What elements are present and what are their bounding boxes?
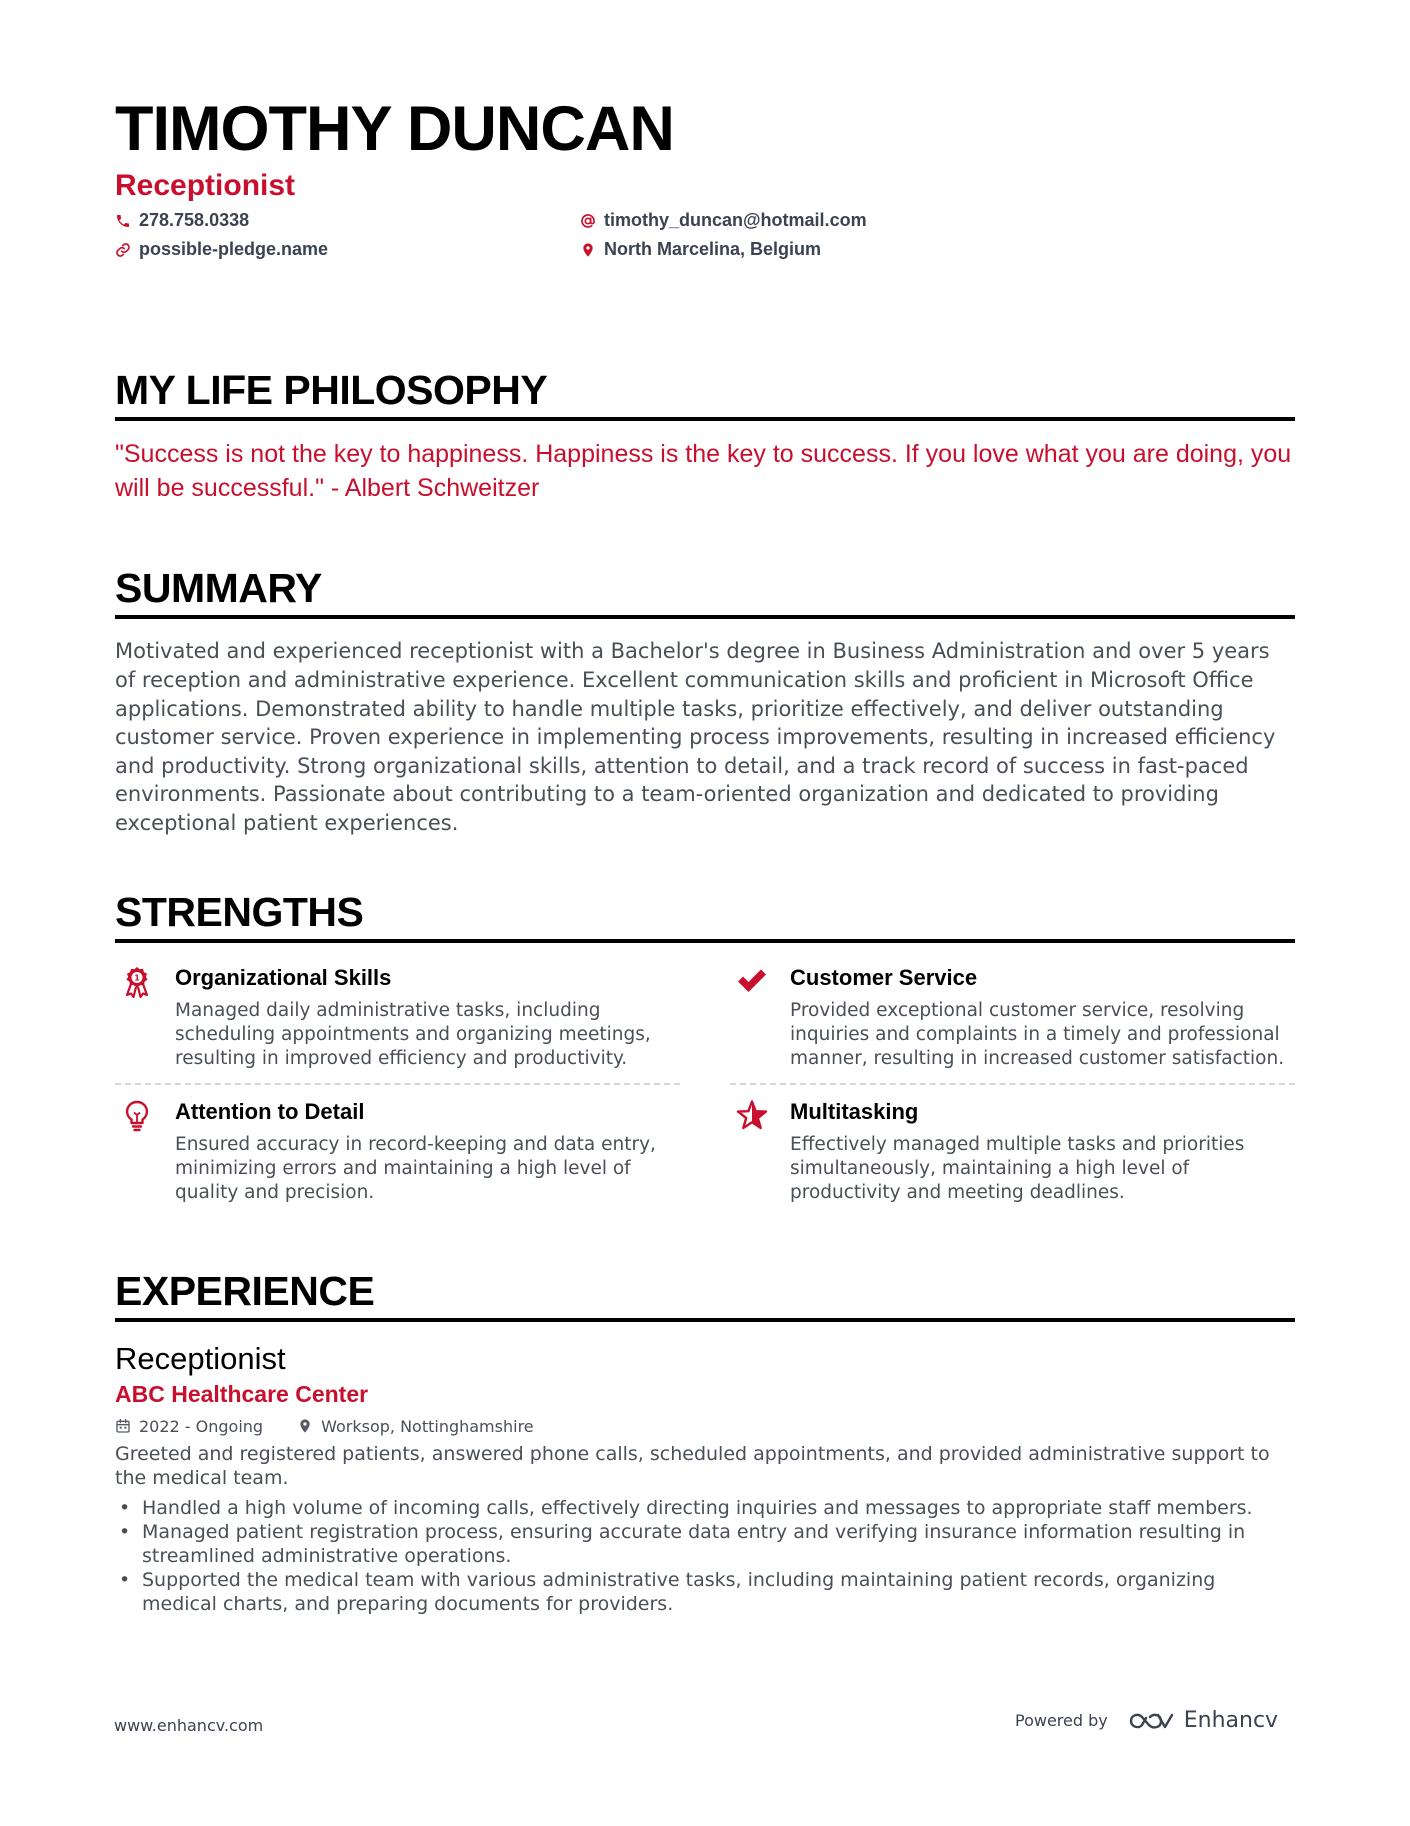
experience-entry [115, 1340, 1295, 1616]
location-pin-icon [580, 242, 596, 258]
phone-icon [115, 213, 131, 229]
svg-text:1: 1 [134, 973, 140, 983]
strength-description: Effectively managed multiple tasks and priorities simultaneously, maintaining a high level of productivity and meeting deadlines. [790, 1133, 1245, 1203]
award-ribbon-icon [120, 965, 154, 999]
strength-item [730, 959, 1295, 1085]
job-description: Greeted and registered patients, answered phone calls, scheduled appointments, and provided administrative support to the medical team. [115, 1442, 1270, 1489]
website-link[interactable]: possible-pledge.name [139, 239, 329, 260]
candidate-name: TIMOTHY DUNCAN [115, 94, 674, 164]
checkmark-icon [735, 965, 769, 999]
contact-info [115, 210, 1295, 260]
strength-description: Ensured accuracy in record-keeping and data entry, minimizing errors and maintaining a high level of quality and precision. [175, 1133, 656, 1203]
location-text: North Marcelina, Belgium [604, 239, 822, 260]
philosophy-quote: "Success is not the key to happiness. Happiness is the key to success. If you love what you are doing, you will be successful." - Albert Schweitzer [115, 440, 1292, 503]
calendar-icon [115, 1418, 131, 1434]
contact-email[interactable] [580, 210, 1295, 231]
strength-title: Organizational Skills [175, 964, 392, 990]
strength-description: Provided exceptional customer service, resolving inquiries and complaints in a timely and professional manner, resulting in increased customer satisfaction. [790, 999, 1285, 1069]
strength-title: Multitasking [790, 1098, 919, 1124]
list-item: • Managed patient registration process, ensuring accurate data entry and verifying insurance information resulting in streamlined administrative operations. [115, 1520, 1295, 1568]
philosophy-title: MY LIFE PHILOSOPHY [115, 368, 1295, 421]
resume-content [115, 95, 1295, 1616]
list-item: • Supported the medical team with various administrative tasks, including maintaining patient records, organizing medical charts, and preparing documents for providers. [115, 1568, 1295, 1616]
email-address[interactable]: timothy_duncan@hotmail.com [604, 210, 867, 231]
link-icon [115, 242, 131, 258]
strengths-grid [115, 959, 1295, 1217]
company-name: ABC Healthcare Center [115, 1381, 369, 1408]
job-meta [115, 1417, 1295, 1436]
strength-title: Customer Service [790, 964, 978, 990]
summary-text: Motivated and experienced receptionist with a Bachelor's degree in Business Administration and over 5 years of reception and administrative experience. Excellent communication skills and proficient in Microsoft Office applications. Demonstrated ability to handle multiple tasks, prioritize effectively, and deliver outstanding customer service. Proven experience in implementing process improvements, resulting in increased efficiency and productivity. Strong organizational skills, attention to detail, and a track record of success in fast-paced environments. Passionate about contributing to a team-oriented organization and dedicated to providing exceptional patient experiences. [115, 639, 1276, 836]
experience-title: EXPERIENCE [115, 1269, 1295, 1322]
job-location: Worksop, Nottinghamshire [321, 1416, 534, 1436]
strength-description: Managed daily administrative tasks, including scheduling appointments and organizing meetings, resulting in improved efficiency and productivity. [175, 999, 651, 1069]
strength-item [115, 1085, 680, 1217]
philosophy-section [115, 368, 1295, 505]
job-bullets [115, 1496, 1295, 1616]
job-dates: 2022 - Ongoing [139, 1416, 264, 1436]
phone-number: 278.758.0338 [139, 210, 250, 231]
contact-phone [115, 210, 580, 231]
strengths-section [115, 890, 1295, 1217]
lightbulb-icon [120, 1099, 154, 1133]
experience-section [115, 1269, 1295, 1616]
footer-website[interactable]: www.enhancv.com [114, 1716, 264, 1735]
strengths-title: STRENGTHS [115, 890, 1295, 943]
contact-website[interactable] [115, 239, 580, 260]
at-sign-icon [580, 213, 596, 229]
summary-title: SUMMARY [115, 566, 1295, 619]
star-icon [735, 1099, 769, 1133]
powered-by-label: Powered by [1015, 1711, 1108, 1730]
contact-location [580, 239, 1295, 260]
footer-branding [1015, 1708, 1278, 1733]
strength-title: Attention to Detail [175, 1098, 365, 1124]
summary-section [115, 566, 1295, 837]
location-pin-icon [297, 1418, 313, 1434]
enhancv-logo-icon [1128, 1709, 1174, 1733]
brand-logo[interactable] [1128, 1708, 1278, 1733]
candidate-role: Receptionist [115, 169, 296, 203]
list-item: • Handled a high volume of incoming calls, effectively directing inquiries and messages to appropriate staff members. [115, 1496, 1295, 1520]
header [115, 95, 1295, 260]
job-title: Receptionist [115, 1340, 286, 1376]
brand-name: Enhancv [1183, 1708, 1279, 1733]
strength-item [115, 959, 680, 1085]
strength-item [730, 1085, 1295, 1217]
